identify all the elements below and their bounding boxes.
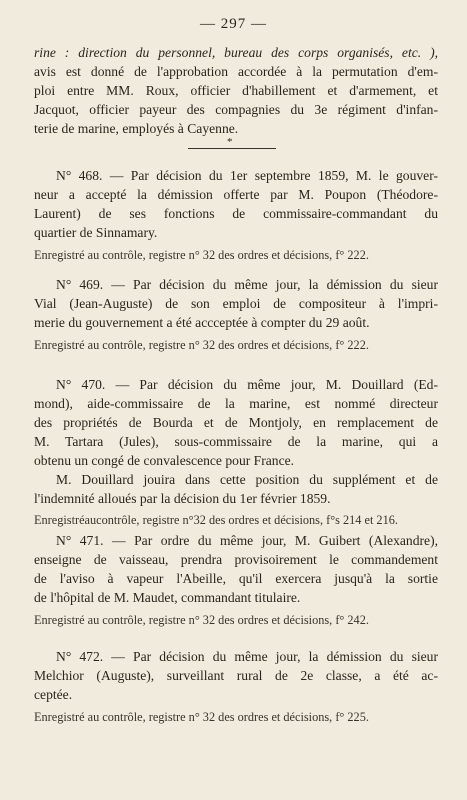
text-line: ploi entre MM. Roux, officier d'habillement et d'armement, et <box>34 83 438 98</box>
register-note: Enregistré au contrôle, registre n° 32 des ordres et décisions, f° 225. <box>34 710 369 724</box>
separator-rule <box>188 148 276 149</box>
text-line: ceptée. <box>34 687 73 702</box>
separator-star: * <box>227 136 233 148</box>
register-note: Enregistréaucontrôle, registre n°32 des ordres et décisions, f°s 214 et 216. <box>34 513 398 527</box>
text-line: N° 470. — Par décision du même jour, M. Douillard (Ed- <box>56 377 438 392</box>
text-line: terie de marine, employés à Cayenne. <box>34 121 239 136</box>
text-line: rine : direction du personnel, bureau des corps organisés, etc. ), <box>34 45 438 60</box>
text-line: mond), aide-commissaire de la marine, est nommé directeur <box>34 396 438 411</box>
text-line: Vial (Jean-Auguste) de son emploi de compositeur à l'impri- <box>34 296 438 311</box>
text-line: avis est donné de l'approbation accordée à la permutation d'em- <box>34 64 438 79</box>
continuation-paragraph <box>34 43 438 138</box>
entry-468 <box>34 166 438 264</box>
text-line: de l'aviso à vapeur l'Abeille, qu'il exercera jusqu'à la sortie <box>34 571 438 586</box>
text-line: N° 468. — Par décision du 1er septembre 1859, M. le gouver- <box>56 168 438 183</box>
text-line: merie du gouvernement a été accceptée à compter du 29 août. <box>34 315 370 330</box>
text-line: de l'hôpital de M. Maudet, commandant titulaire. <box>34 590 301 605</box>
text-line: N° 471. — Par ordre du même jour, M. Guibert (Alexandre), <box>56 533 438 548</box>
text-line: quartier de Sinnamary. <box>34 225 158 240</box>
entry-472 <box>34 647 438 726</box>
text-line: Melchior (Auguste), surveillant rural de 2e classe, a été ac- <box>34 668 438 683</box>
text-line: Laurent) de ses fonctions de commissaire-commandant du <box>34 206 438 221</box>
text-line: N° 469. — Par décision du même jour, la démission du sieur <box>56 277 438 292</box>
register-note: Enregistré au contrôle, registre n° 32 des ordres et décisions, f° 242. <box>34 613 369 627</box>
entry-470 <box>34 375 438 529</box>
text-line: obtenu un congé de convalescence pour France. <box>34 453 295 468</box>
text-line: Jacquot, officier payeur des compagnies du 3e régiment d'infan- <box>34 102 438 117</box>
entry-471 <box>34 531 438 629</box>
text-line: M. Douillard jouira dans cette position du supplément et de <box>56 472 438 487</box>
text-line: M. Tartara (Jules), sous-commissaire de la marine, qui a <box>34 434 438 449</box>
entry-469 <box>34 275 438 354</box>
page-number: — 297 — <box>200 16 267 32</box>
register-note: Enregistré au contrôle, registre n° 32 des ordres et décisions, f° 222. <box>34 248 369 262</box>
text-line: N° 472. — Par décision du même jour, la démission du sieur <box>56 649 438 664</box>
text-line: l'indemnité alloués par la décision du 1er février 1859. <box>34 491 331 506</box>
text-line: neur a accepté la démission offerte par M. Poupon (Théodore- <box>34 187 438 202</box>
text-line: des propriétés de Bourda et de Montjoly, en remplacement de <box>34 415 438 430</box>
text-line: enseigne de vaisseau, prendra provisoirement le commandement <box>34 552 438 567</box>
register-note: Enregistré au contrôle, registre n° 32 des ordres et décisions, f° 222. <box>34 338 369 352</box>
